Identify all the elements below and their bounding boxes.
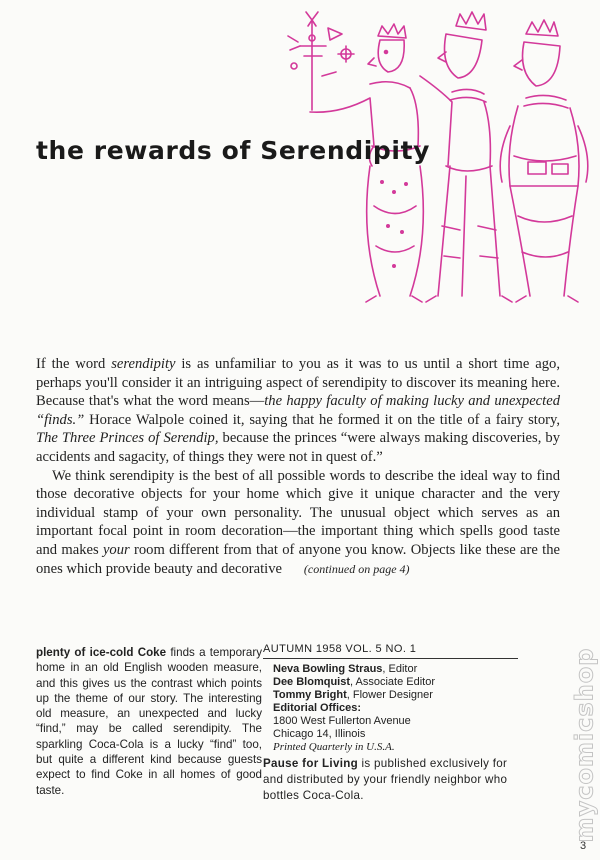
caption-text: finds a temporary home in an old English wooden measure, and this gives us the contrast which points up the theme of our story. The interesting old measure, an unexpected and lucky “find,” may be called serendipity. The sparkling Coca-Cola is a lucky “find” too, but quite a different kind because guests expect to find Coke in all homes of good taste. — [36, 646, 262, 797]
body-paragraph-1: If the word serendipity is as unfamiliar to you as it was to us until a short time ago, perhaps you'll consider it an intriguing aspect of serendipity to discover its meaning here. Because that's what the word means—the happy faculty of making lucky and unexpected “finds.” Horace Walpole coined it, saying that he formed it on the title of a fairy story, The Three Princes of Serendip, because the princes “were always making discoveries, by accidents and sagacity, of things they were not in quest of.” — [36, 356, 560, 465]
publication-note: Pause for Living is published exclusively for and distributed by your friendly neighbor who bottles Coca-Cola. — [263, 757, 508, 802]
continued-note: (continued on page 4) — [303, 561, 410, 576]
offices-label: Editorial Offices: — [273, 702, 362, 714]
page-number: 3 — [580, 840, 587, 852]
printed-note: Printed Quarterly in U.S.A. — [273, 741, 395, 753]
staff-list — [263, 663, 518, 754]
issue-line: AUTUMN 1958 VOL. 5 NO. 1 — [263, 643, 518, 659]
staff-flower-designer: Tommy Bright, Flower Designer — [273, 689, 433, 701]
staff-associate-editor: Dee Blomquist, Associate Editor — [273, 676, 436, 688]
caption-lead: plenty of ice-cold Coke — [36, 646, 167, 659]
masthead — [263, 643, 518, 804]
address-line-1: 1800 West Fullerton Avenue — [273, 715, 411, 727]
article-title: the rewards of Serendipity — [36, 136, 431, 165]
photo-caption — [36, 645, 262, 798]
body-paragraph-2: We think serendipity is the best of all possible words to describe the ideal way to find those decorative objects for your home which give it unique character and the very individual stamp of your own personality. The unusual object which serves as an important focal point in room decoration—the important thing which spells good taste and makes your room different from that of anyone you know. Objects like these are the ones which provide beauty and decorative (continued on page 4) — [36, 467, 560, 577]
staff-editor: Neva Bowling Straus, Editor — [273, 663, 418, 675]
address-line-2: Chicago 14, Illinois — [273, 728, 366, 740]
watermark: mycomicshop — [570, 647, 598, 843]
article-body — [36, 355, 560, 578]
